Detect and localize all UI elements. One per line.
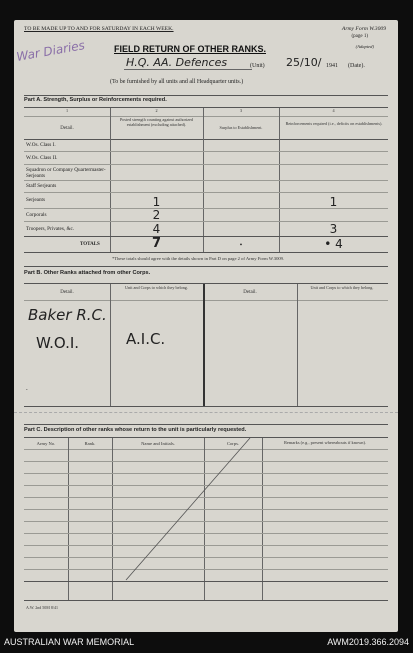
- form-sheet: [14, 20, 398, 632]
- part-c-heading: Part C. Description of other ranks whose return to the unit is particularly requested.: [24, 427, 247, 433]
- unit-label: (Unit): [250, 63, 265, 69]
- totals-reinforcements: • 4: [324, 237, 343, 251]
- year: 1941: [326, 63, 338, 69]
- page-number: (page 1): [351, 34, 368, 39]
- row-label-totals: TOTALS: [80, 242, 100, 247]
- serjeants-posted: 1: [152, 195, 161, 209]
- part-a-header-reinforcements: Reinforcements required (i.e., deficits on establishments).: [285, 121, 383, 126]
- totals-surplus: •: [239, 241, 243, 249]
- part-a-colnum-3: 3: [239, 108, 243, 113]
- totals-posted: 7: [151, 236, 162, 251]
- part-c-header-name: Name and Initials.: [141, 441, 175, 446]
- part-a-header-surplus: Surplus to Establishment.: [219, 125, 263, 130]
- part-a-colnum-2: 2: [155, 108, 158, 113]
- header-instruction: TO BE MADE UP TO AND FOR SATURDAY IN EACH WEEK.: [24, 26, 174, 32]
- margin-note-war-diaries: War Diaries: [15, 38, 86, 64]
- row-label-cqms: Squadron or Company Quartermaster-Serjeants: [26, 167, 106, 180]
- part-c-header-army-no: Army No.: [36, 441, 56, 446]
- row-label-serjeants: Serjeants: [26, 197, 46, 203]
- army-form-number: Army Form W.3009: [341, 26, 386, 32]
- adapted-label: (Adapted): [355, 44, 374, 49]
- form-title: FIELD RETURN OF OTHER RANKS.: [114, 44, 266, 54]
- attached-rank: W.O.I.: [36, 334, 80, 352]
- part-a-header-posted: Posted strength counting against authorized establishment (excluding attached).: [119, 117, 194, 127]
- diagonal-strike-line: [14, 20, 398, 632]
- attached-name: Baker R.C.: [28, 306, 107, 324]
- part-b-header-detail-2: Detail.: [243, 290, 257, 295]
- print-code: A.W. 2nd 50M 8/41: [26, 605, 58, 610]
- part-b-header-unit-1: Unit and Corps to which they belong.: [125, 285, 188, 290]
- part-b-header-unit-2: Unit and Corps to which they belong.: [310, 285, 374, 290]
- unit-handwritten: H.Q. AA. Defences: [126, 56, 228, 69]
- date-label: (Date).: [348, 63, 365, 69]
- troopers-reinforcements: 3: [329, 222, 338, 236]
- attached-unit: A.I.C.: [126, 330, 166, 348]
- date-handwritten: 25/10/: [286, 56, 322, 69]
- part-a-colnum-4: 4: [332, 108, 335, 113]
- part-a-header-detail: Detail.: [60, 126, 74, 131]
- part-b-header-detail-1: Detail.: [60, 290, 74, 295]
- part-b-heading: Part B. Other Ranks attached from other Corps.: [24, 270, 151, 276]
- row-label-corporals: Corporals: [26, 212, 47, 218]
- part-c-header-corps: Corps.: [226, 441, 240, 446]
- serjeants-reinforcements: 1: [329, 195, 338, 209]
- part-a-heading: Part A. Strength, Surplus or Reinforcements required.: [24, 97, 167, 103]
- row-label-wo-class-2: W.Os. Class II.: [26, 155, 58, 161]
- row-label-wo-class-1: W.Os. Class I.: [26, 142, 56, 148]
- caption-right: AWM2019.366.2094: [327, 637, 409, 647]
- part-a-colnum-1: 1: [65, 108, 69, 113]
- part-c-header-rank: Rank.: [84, 441, 96, 446]
- caption-bar: [0, 635, 413, 653]
- form-subtitle: (To be furnished by all units and all Headquarter units.): [110, 79, 244, 85]
- caption-left: AUSTRALIAN WAR MEMORIAL: [4, 637, 135, 647]
- row-label-troopers: Troopers, Privates, &c.: [26, 226, 75, 232]
- part-a-footnote: *These totals should agree with the details shown in Part D on page 2 of Army Form W.3009.: [112, 256, 285, 261]
- troopers-posted: 4: [152, 222, 161, 236]
- bullet-mark: .: [26, 384, 28, 392]
- row-label-staff-serjeants: Staff Serjeants: [26, 183, 57, 189]
- corporals-posted: 2: [152, 208, 161, 222]
- part-c-header-remarks: Remarks (e.g., present whereabouts if known).: [283, 440, 367, 445]
